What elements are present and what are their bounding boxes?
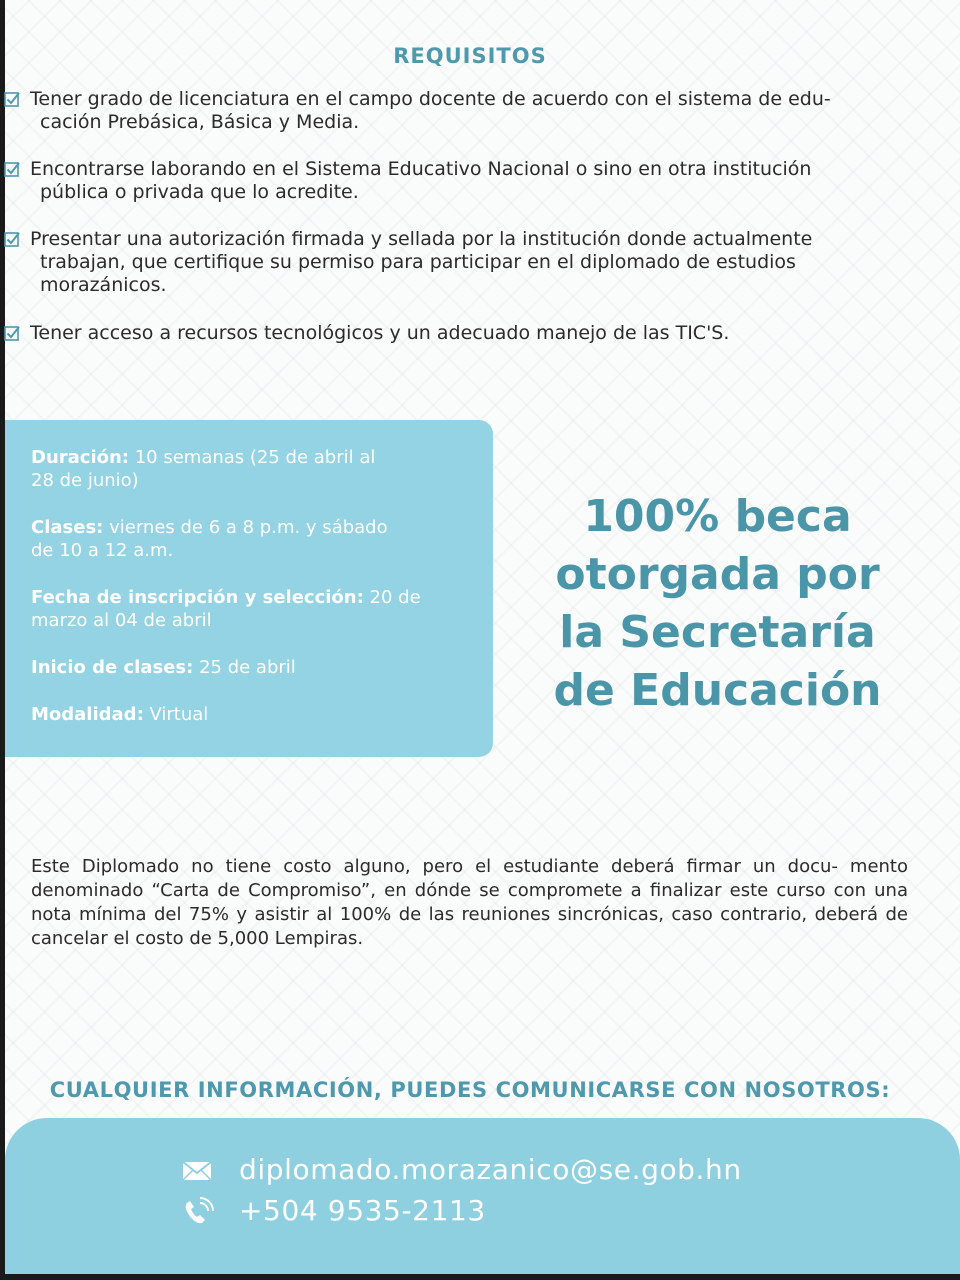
requirement-line: Encontrarse laborando en el Sistema Educativo Nacional o sino en otra institución — [30, 158, 812, 180]
envelope-icon — [181, 1156, 215, 1186]
requirement-line: Tener acceso a recursos tecnológicos y un adecuado manejo de las TIC'S. — [30, 322, 730, 344]
contact-box — [5, 1118, 960, 1274]
commitment-note: Este Diplomado no tiene costo alguno, pero el estudiante deberá firmar un docu- mento denominado “Carta de Compromiso”, en dónde se compromete a finalizar este curso con una nota mínima del 75% y asistir al 100% de las reuniones sincrónicas, caso contrario, deberá de cancelar el costo de 5,000 Lempiras. — [31, 856, 908, 949]
classes-value: viernes de 6 a 8 p.m. y sábado — [103, 517, 388, 538]
checkbox-icon — [4, 325, 21, 342]
start-label: Inicio de clases: — [31, 657, 194, 678]
requirement-line: morazánicos. — [40, 274, 167, 296]
classes-label: Clases: — [31, 517, 104, 538]
modality-value: Virtual — [143, 704, 209, 725]
enrollment-value: 20 de — [363, 587, 421, 608]
scholarship-line: otorgada por — [555, 549, 880, 600]
email-link[interactable]: diplomado.morazanico@se.gob.hn — [239, 1153, 742, 1186]
start-detail — [31, 656, 451, 679]
enrollment-value-cont: marzo al 04 de abril — [31, 610, 212, 631]
requirement-line: Presentar una autorización firmada y sellada por la institución donde actualmente — [30, 228, 813, 250]
requirement-line: trabajan, que certifique su permiso para participar en el diplomado de estudios — [40, 251, 796, 273]
checkbox-icon — [4, 161, 21, 178]
scholarship-line: de Educación — [553, 665, 882, 716]
requirement-item — [30, 88, 910, 134]
phone-number[interactable]: +504 9535-2113 — [239, 1194, 486, 1227]
phone-icon — [181, 1197, 215, 1227]
enrollment-label: Fecha de inscripción y selección: — [31, 587, 364, 608]
enrollment-detail — [31, 586, 451, 632]
contact-title: CUALQUIER INFORMACIÓN, PUEDES COMUNICARSE CON NOSOTROS: — [49, 1078, 891, 1102]
duration-value: 10 semanas (25 de abril al — [129, 447, 376, 468]
requirements-title: REQUISITOS — [393, 44, 547, 68]
requirement-item — [30, 158, 910, 204]
modality-detail — [31, 703, 451, 726]
duration-value-cont: 28 de junio) — [31, 470, 139, 491]
checkbox-icon — [4, 231, 21, 248]
bottom-edge-strip — [0, 1274, 960, 1280]
requirement-item — [30, 322, 910, 345]
requirement-line: pública o privada que lo acredite. — [40, 181, 359, 203]
scholarship-line: 100% beca — [583, 491, 852, 542]
duration-label: Duración: — [31, 447, 129, 468]
checkbox-icon — [4, 91, 21, 108]
requirement-item — [30, 228, 910, 297]
scholarship-headline — [520, 488, 915, 720]
course-details-box — [5, 420, 493, 757]
classes-value-cont: de 10 a 12 a.m. — [31, 540, 174, 561]
modality-label: Modalidad: — [31, 704, 144, 725]
requirement-line: cación Prebásica, Básica y Media. — [40, 111, 360, 133]
scholarship-line: la Secretaría — [559, 607, 876, 658]
requirement-line: Tener grado de licenciatura en el campo docente de acuerdo con el sistema de edu- — [30, 88, 831, 110]
classes-detail — [31, 516, 451, 562]
duration-detail — [31, 446, 451, 492]
start-value: 25 de abril — [193, 657, 296, 678]
